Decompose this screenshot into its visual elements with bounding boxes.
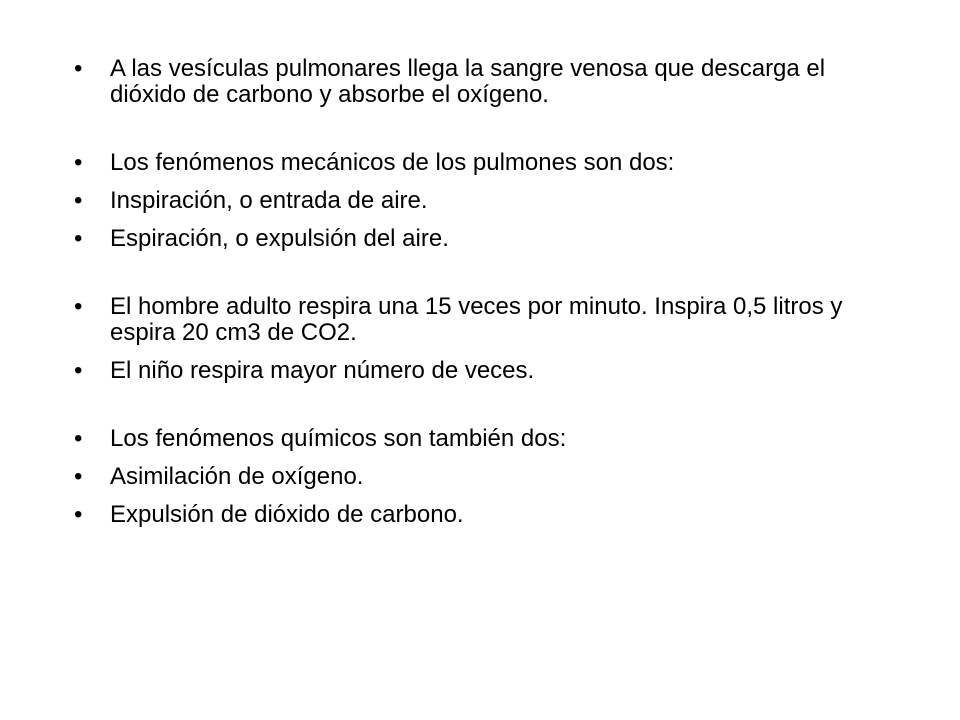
bullet-item-7 — [74, 426, 894, 452]
bullet-icon: • — [74, 463, 83, 490]
bullet-text: Los fenómenos mecánicos de los pulmones son dos: — [110, 149, 675, 176]
bullet-list — [74, 56, 894, 540]
bullet-item-1 — [74, 56, 894, 108]
bullet-item-2 — [74, 150, 894, 176]
bullet-icon: • — [74, 225, 83, 252]
bullet-text: El niño respira mayor número de veces. — [110, 357, 535, 384]
bullet-icon: • — [74, 149, 83, 176]
bullet-text: El hombre adulto respira una 15 veces por minuto. Inspira 0,5 litros y espira 20 cm3 de CO2. — [110, 293, 843, 346]
bullet-text: Expulsión de dióxido de carbono. — [110, 501, 464, 528]
bullet-item-4 — [74, 226, 894, 252]
bullet-item-8 — [74, 464, 894, 490]
bullet-item-6 — [74, 358, 894, 384]
bullet-icon: • — [74, 293, 83, 320]
bullet-icon: • — [74, 55, 83, 82]
bullet-item-9 — [74, 502, 894, 528]
bullet-text: A las vesículas pulmonares llega la sangre venosa que descarga el dióxido de carbono y absorbe el oxígeno. — [110, 55, 826, 108]
bullet-item-3 — [74, 188, 894, 214]
bullet-text: Espiración, o expulsión del aire. — [110, 225, 449, 252]
bullet-icon: • — [74, 187, 83, 214]
bullet-icon: • — [74, 501, 83, 528]
bullet-text: Asimilación de oxígeno. — [110, 463, 364, 490]
bullet-icon: • — [74, 357, 83, 384]
bullet-icon: • — [74, 425, 83, 452]
bullet-item-5 — [74, 294, 894, 346]
bullet-text: Los fenómenos químicos son también dos: — [110, 425, 567, 452]
bullet-text: Inspiración, o entrada de aire. — [110, 187, 428, 214]
